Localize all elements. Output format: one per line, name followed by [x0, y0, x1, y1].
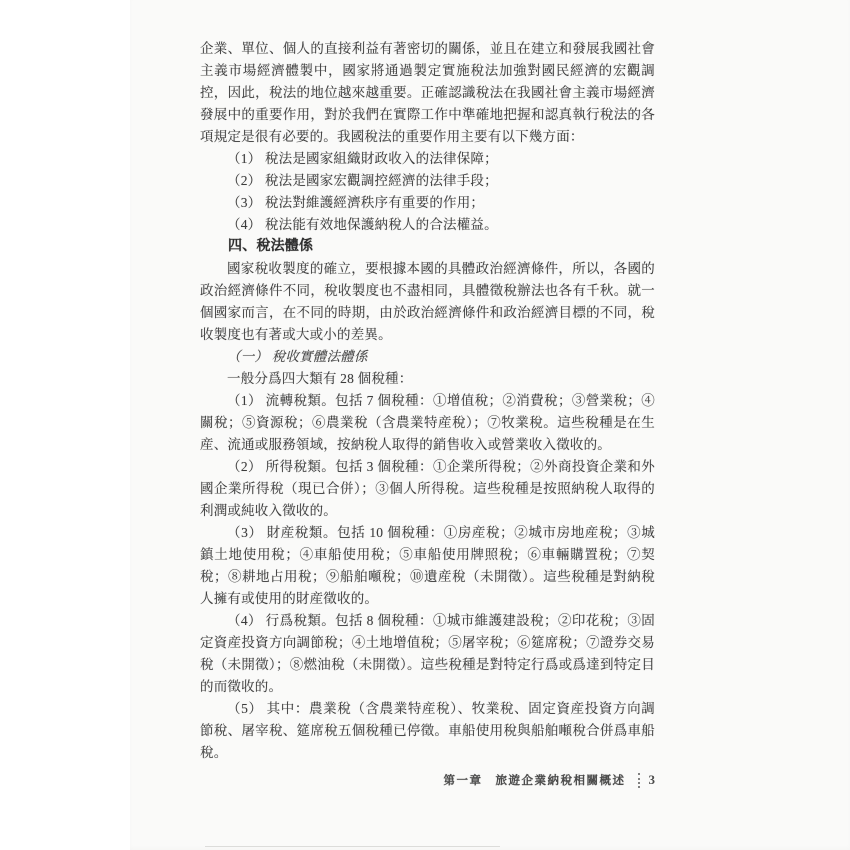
scan-edge-artifact [205, 846, 500, 847]
footer-chapter-label: 第一章 旅遊企業納稅相關概述 [443, 775, 626, 787]
page-footer [200, 772, 655, 788]
footer-page-number: 3 [648, 772, 655, 787]
category-paragraph-turnover-tax: （1） 流轉稅類。包括 7 個稅種：①增值稅；②消費稅；③營業稅；④關稅；⑤資源稅；⑥農業稅（含農業特産稅）；⑦牧業稅。這些稅種是在生産、流通或服務領域，按納稅人取得的銷售收入或營業收入徵收的。 [200, 393, 655, 452]
category-intro-line: 一般分爲四大類有 28 個稅種： [227, 371, 413, 386]
category-paragraph-income-tax: （2） 所得稅類。包括 3 個稅種：①企業所得稅；②外商投資企業和外國企業所得稅（現已合併）；③個人所得稅。這些稅種是按照納稅人取得的利潤或純收入徵收的。 [200, 459, 655, 518]
section-paragraph: 國家稅收製度的確立，要根據本國的具體政治經濟條件，所以，各國的政治經濟條件不同，稅收製度也不盡相同，具體徵稅辦法也各有千秋。就一個國家而言，在不同的時期，由於政治經濟條件和政治經濟目標的不同，稅收製度也有著或大或小的差異。 [200, 261, 655, 342]
subsection-heading: （一） 稅收實體法體係 [227, 349, 368, 364]
category-paragraph-discontinued-taxes: （5） 其中：農業稅（含農業特産稅）、牧業稅、固定資産投資方向調節稅、屠宰稅、筵席稅五個稅種已停徵。車船使用稅與船舶噸稅合併爲車船稅。 [200, 701, 655, 760]
footer-divider-dots [638, 773, 640, 788]
page-content [200, 38, 655, 764]
tax-role-list-item-4: （4） 稅法能有效地保護納稅人的合法權益。 [227, 217, 498, 232]
category-paragraph-behavior-tax: （4） 行爲稅類。包括 8 個稅種：①城市維護建設稅；②印花稅；③固定資産投資方向調節稅；④土地增值稅；⑤屠宰稅；⑥筵席稅；⑦證券交易稅（未開徵）；⑧燃油稅（未開徵）。這些稅種是對特定行爲或爲達到特定目的而徵收的。 [200, 613, 655, 694]
tax-role-list-item-1: （1） 稅法是國家組織財政收入的法律保障； [227, 151, 498, 166]
category-paragraph-property-tax: （3） 財産稅類。包括 10 個稅種：①房産稅；②城市房地産稅；③城鎮土地使用稅；④車船使用稅；⑤車船使用牌照稅；⑥車輛購置稅；⑦契稅；⑧耕地占用稅；⑨船舶噸稅；⑩遺産稅（未開徵）。這些稅種是對納稅人擁有或使用的財産徵收的。 [200, 525, 655, 606]
tax-role-list-item-2: （2） 稅法是國家宏觀調控經濟的法律手段； [227, 173, 498, 188]
intro-paragraph: 企業、單位、個人的直接利益有著密切的關係，並且在建立和發展我國社會主義市場經濟體製中，國家將通過製定實施稅法加強對國民經濟的宏觀調控，因此，稅法的地位越來越重要。正確認識稅法在我國社會主義市場經濟發展中的重要作用，對於我們在實際工作中準確地把握和認真執行稅法的各項規定是很有必要的。我國稅法的重要作用主要有以下幾方面： [200, 41, 655, 144]
tax-role-list-item-3: （3） 稅法對維護經濟秩序有重要的作用； [227, 195, 485, 210]
section-heading: 四、稅法體係 [228, 239, 314, 254]
